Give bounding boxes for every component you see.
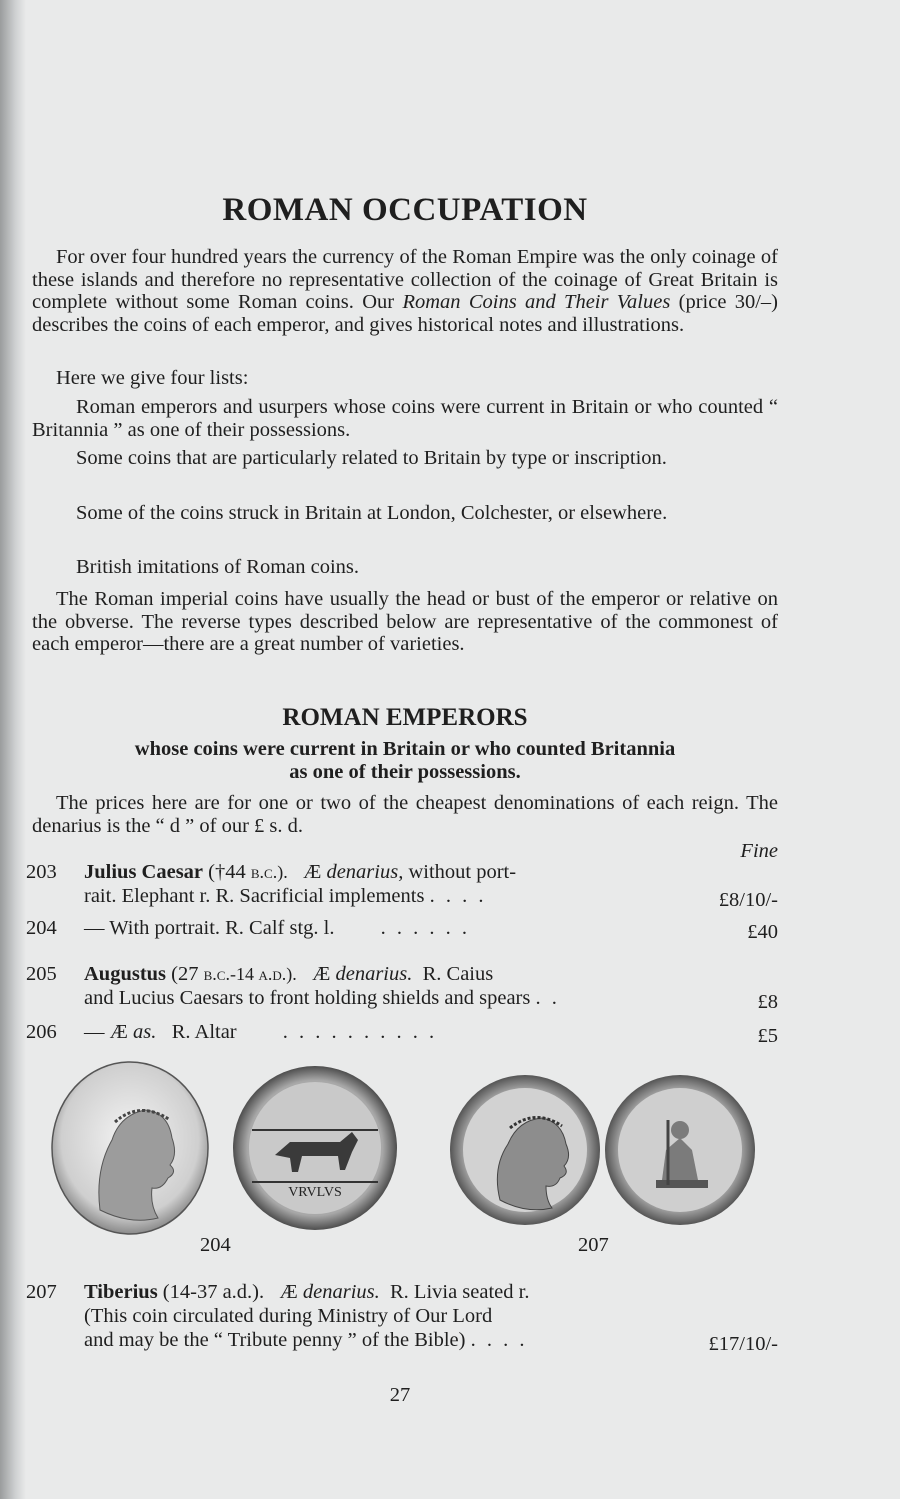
entry-era: b.c.).: [250, 862, 288, 882]
price: £8/10/-: [718, 889, 778, 911]
entry-line1-tail: R. Livia seated r.: [390, 1281, 530, 1303]
list-item-2: Some coins that are particularly related to Britain by type or inscription.: [76, 447, 667, 469]
coin-legend: VRVLVS: [288, 1185, 342, 1200]
intro-paragraph: [32, 246, 778, 336]
emperor-name: Julius Caesar: [84, 861, 204, 883]
denomination: denarius.: [302, 1281, 380, 1303]
page-title: ROMAN OCCUPATION: [222, 192, 588, 228]
coin-204-obverse: [52, 1062, 208, 1234]
coin-207-obverse: [450, 1075, 600, 1225]
coin-plates: [40, 1060, 780, 1240]
section-subtitle-line2: as one of their possessions.: [289, 761, 521, 783]
intro-tail: (price 30/–) describes the coins of each emperor, and gives historical notes and illustrations.: [32, 291, 779, 336]
coin-207-reverse: [605, 1075, 755, 1225]
intro-our: Our: [362, 291, 395, 313]
catalogue-entry-205: [26, 962, 778, 1014]
plate-caption-207: 207: [578, 1234, 609, 1256]
leader-dots: . . . .: [429, 885, 487, 907]
metal-symbol: Æ: [312, 963, 331, 985]
entry-text: — Æ: [84, 1021, 128, 1043]
list-item-4: British imitations of Roman coins.: [76, 556, 360, 578]
page-number: 27: [389, 1384, 411, 1406]
entry-line2: and Lucius Caesars to front holding shields and spears: [84, 987, 531, 1009]
emperor-name: Tiberius: [84, 1281, 158, 1303]
entry-line3: and may be the “ Tribute penny ” of the Bible): [84, 1329, 466, 1351]
section-subtitle: [32, 738, 778, 784]
entry-number: 204: [26, 917, 57, 939]
entry-line1-tail: R. Caius: [422, 963, 494, 985]
price: £17/10/-: [708, 1333, 778, 1355]
entry-line2: rait. Elephant r. R. Sacrificial implements: [84, 885, 425, 907]
price: £40: [747, 921, 778, 943]
entry-number: 203: [26, 861, 57, 883]
entry-line2: (This coin circulated during Ministry of Our Lord: [84, 1305, 493, 1327]
entry-number: 207: [26, 1281, 57, 1303]
obverse-paragraph: The Roman imperial coins have usually the head or bust of the emperor or relative on the obverse. The reverse types described below are representative of the commonest of each emperor—there are a great number of varieties.: [32, 588, 778, 655]
metal-symbol: Æ: [303, 861, 322, 883]
denomination: denarius.: [335, 963, 413, 985]
metal-symbol: Æ: [279, 1281, 298, 1303]
fine-column-label: Fine: [740, 840, 778, 862]
list-item-3: Some of the coins struck in Britain at London, Colchester, or elsewhere.: [76, 502, 668, 524]
list-item-1: Roman emperors and usurpers whose coins were current in Britain or who counted “ Britannia ” as one of their possessions.: [32, 396, 778, 441]
entry-text: — With portrait. R. Calf stg. l.: [84, 917, 335, 939]
entry-line1-tail: without port-: [408, 861, 517, 883]
plate-caption-204: 204: [200, 1234, 231, 1256]
leader-dots: . .: [535, 987, 560, 1009]
entry-dates: (†44: [208, 861, 246, 883]
leader-dots: . . . . . .: [380, 917, 470, 939]
catalogue-entry-207: [26, 1280, 778, 1356]
catalogue-entry-203: [26, 860, 778, 912]
section-title: ROMAN EMPERORS: [282, 704, 528, 731]
catalogue-entry-206: [26, 1020, 778, 1048]
intro-text: For over four hundred years the currency of the Roman Empire was the only coinage of these islands and therefore no representative collection of the coinage of Great Britain is complete without some Roman coins.: [32, 246, 778, 313]
entry-number: 206: [26, 1021, 57, 1043]
catalogue-entry-204: [26, 916, 778, 944]
entry-era: b.c.-14 a.d.).: [203, 964, 297, 984]
price: £5: [757, 1025, 778, 1047]
leader-dots: . . . .: [470, 1329, 528, 1351]
prices-note: The prices here are for one or two of the cheapest denominations of each reign. The denarius is the “ d ” of our £ s. d.: [32, 792, 778, 837]
emperor-name: Augustus: [84, 963, 167, 985]
entry-number: 205: [26, 963, 57, 985]
entry-reverse: R. Altar: [171, 1021, 237, 1043]
book-title: Roman Coins and Their Values: [402, 291, 671, 313]
leader-dots: . . . . . . . . . .: [282, 1021, 438, 1043]
lists-intro: Here we give four lists:: [56, 367, 249, 389]
entry-dates: (27: [171, 963, 199, 985]
price: £8: [757, 991, 778, 1013]
denomination: denarius,: [326, 861, 404, 883]
coin-204-reverse: [233, 1066, 397, 1230]
entry-dates: (14-37 a.d.).: [162, 1281, 265, 1303]
denomination: as.: [132, 1021, 157, 1043]
section-subtitle-line1: whose coins were current in Britain or who counted Britannia: [134, 738, 676, 760]
